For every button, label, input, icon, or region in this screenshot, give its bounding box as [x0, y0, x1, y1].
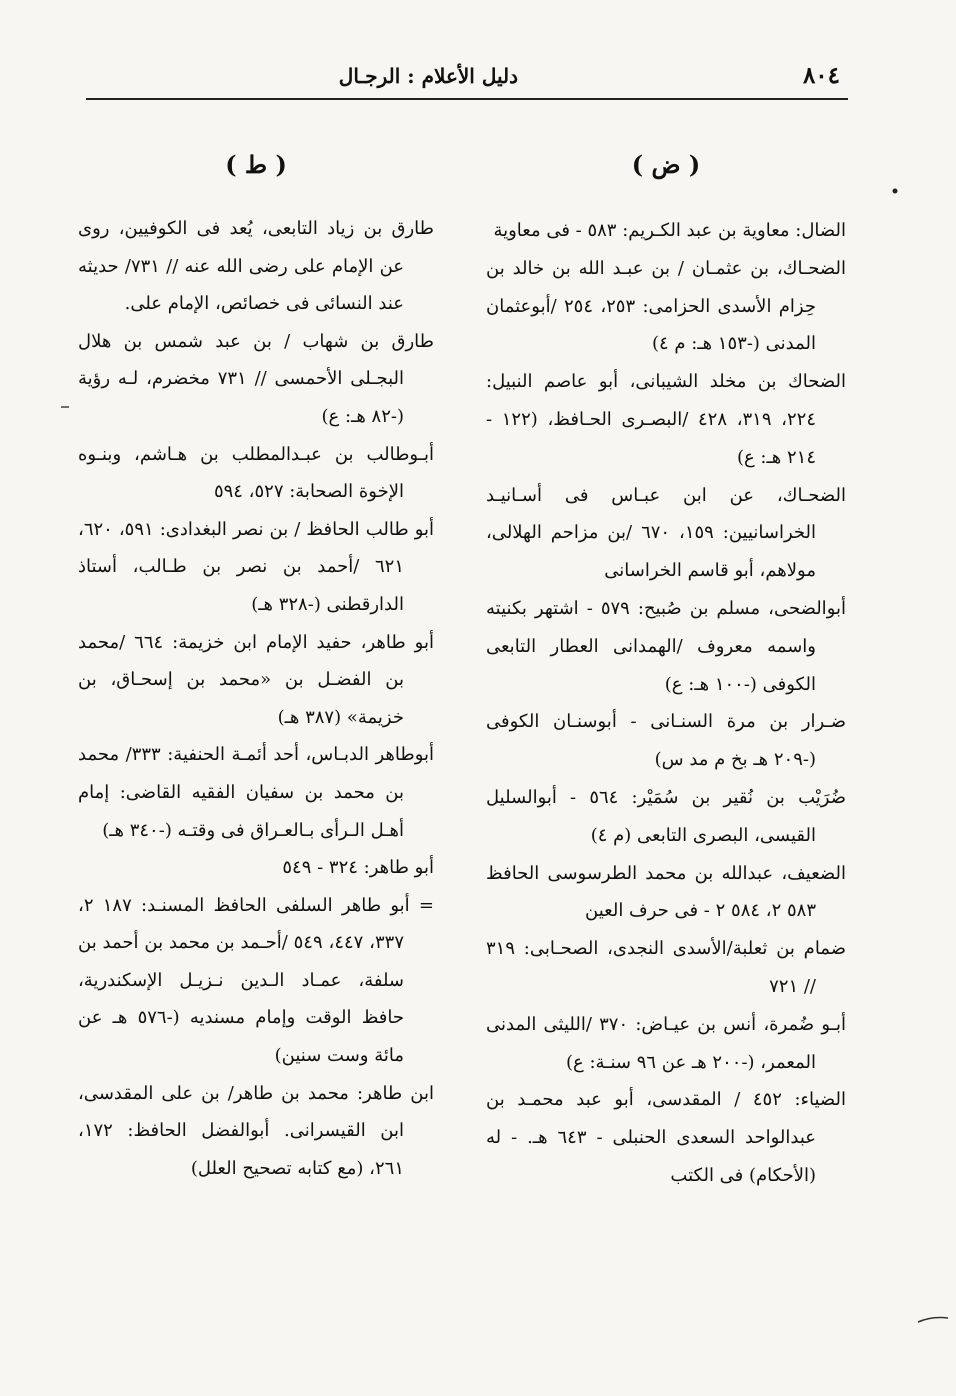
entry-list-ta [78, 210, 434, 1187]
index-entry: طارق بن زياد التابعى، يُعد فى الكوفيين، روى عن الإمام على رضى الله عنه // ٧٣١/ حديثه عند النسائى فى خصائص، الإمام على. [78, 218, 434, 315]
index-entry: ضـرار بن مرة السنـانى - أبوسنـان الكوفى (-٢٠٩ هـ بخ م مد س) [486, 711, 846, 771]
index-entry: أبوالضحى، مسلم بن صُبيح: ٥٧٩ - اشتهر بكنيته واسمه معروف /الهمدانى العطار التابعى الكوفى (-١٠٠ هـ: ع) [486, 597, 846, 695]
running-title: دليل الأعلام : الرجـال [338, 64, 518, 88]
index-entry: أبو طاهر، حفيد الإمام ابن خزيمة: ٦٦٤ /محمد بن الفضـل بن «محمد بن إسحـاق، بن خزيمة» (٣٨٧ هـ) [78, 631, 434, 728]
index-entry: ضُرَيْب بن نُقير بن سُمَيْر: ٥٦٤ - أبوالسليل القيسى، البصرى التابعى (م ٤) [486, 786, 847, 846]
index-entry: أبو طاهر: ٣٢٤ - ٥٤٩ [282, 857, 434, 879]
index-entry: ابن طاهر: محمد بن طاهر/ بن على المقدسى، ابن القيسرانى. أبوالفضل الحافظ: ١٧٢، ٢٦١، (مع كتابه تصحيح العلل) [78, 1082, 434, 1179]
scan-stroke [916, 1312, 950, 1326]
index-entry: أبو طالب الحافظ / بن نصر البغدادى: ٥٩١، ٦٢٠، ٦٢١ /أحمد بن نصر بن طـالب، أستاذ الدارقطنى (-٣٢٨ هـ) [78, 518, 435, 615]
index-entry: الضعيف، عبدالله بن محمد الطرسوسى الحافظ ٥٨٣ ٢، ٥٨٤ ٢ - فى حرف العين [486, 862, 846, 922]
index-entry: طارق بن شهاب / بن عبد شمس بن هلال البجـلى الأحمسى // ٧٣١ مخضرم، لـه رؤية (-٨٢ هـ: ع) [78, 330, 434, 427]
index-entry: أبوطاهر الدبـاس، أحد أئمـة الحنفية: ٣٣٣/ محمد بن محمد بن سفيان الفقيه القاضى: إمام أهـل الـرأى بـالعـراق فى وقتـه (-٣٤٠ هـ) [78, 744, 435, 841]
scan-speck [890, 186, 900, 196]
index-entry: الضياء: ٤٥٢ / المقدسى، أبو عبد محمـد بن عبدالواحد السعدى الحنبلى - ٦٤٣ هـ. - له (الأحكام) فى الكتب [486, 1089, 847, 1186]
column-dad [486, 140, 846, 1195]
section-heading-ta: ( ط ) [225, 150, 287, 179]
index-entry: أبـو ضُمرة، أنس بن عيـاض: ٣٧٠ /الليثى المدنى المعمر، (-٢٠٠ هـ عن ٩٦ سنـة: ع) [486, 1013, 846, 1073]
column-ta [78, 140, 434, 1187]
index-entry: الضحـاك، بن عثمـان / بن عبـد الله بن خالد بن حِزام الأسدى الحزامى: ٢٥٣، ٢٥٤ /أبوعثمان المدنى (-١٥٣ هـ: م ٤) [486, 257, 846, 355]
header-rule [86, 98, 848, 100]
page-header [86, 56, 848, 100]
page-number: ٨٠٤ [802, 62, 840, 89]
scan-tick [60, 404, 70, 410]
section-heading-dad: ( ض ) [631, 150, 701, 179]
index-entry: ضمام بن ثعلبة/الأسدى النجدى، الصحـابى: ٣١٩ // ٧٢١ [486, 938, 846, 997]
index-entry: = أبو طاهر السلفى الحافظ المسنـد: ١٨٧ ٢، ٣٣٧، ٤٤٧، ٥٤٩ /أحـمد بن محمد بن أحمد بن سلفة، عمـاد الـدين نـزيـل الإسكندرية، حافظ الوقت وإمام مسنديه (-٥٧٦ هـ عن مائة وست سنين) [78, 894, 434, 1067]
index-entry: الضحـاك، عن ابن عبـاس فى أسـانيـد الخراسانيين: ١٥٩، ٦٧٠ /بن مزاحم الهلالى، مولاهم، أبو قاسم الخراسانى [486, 484, 846, 582]
entry-list-dad [486, 212, 846, 1195]
index-entry: الضحاك بن مخلد الشيبانى، أبو عاصم النبيل: ٢٢٤، ٣١٩، ٤٢٨ /البصـرى الحـافظ، (١٢٢ - ٢١٤ هـ: ع) [486, 371, 846, 468]
index-entry: أبـوطالب بن عبـدالمطلب بن هـاشم، وبنـوه الإخوة الصحابة: ٥٢٧، ٥٩٤ [78, 443, 434, 503]
index-entry: الضال: معاوية بن عبد الكـريم: ٥٨٣ - فى معاوية [493, 220, 846, 241]
